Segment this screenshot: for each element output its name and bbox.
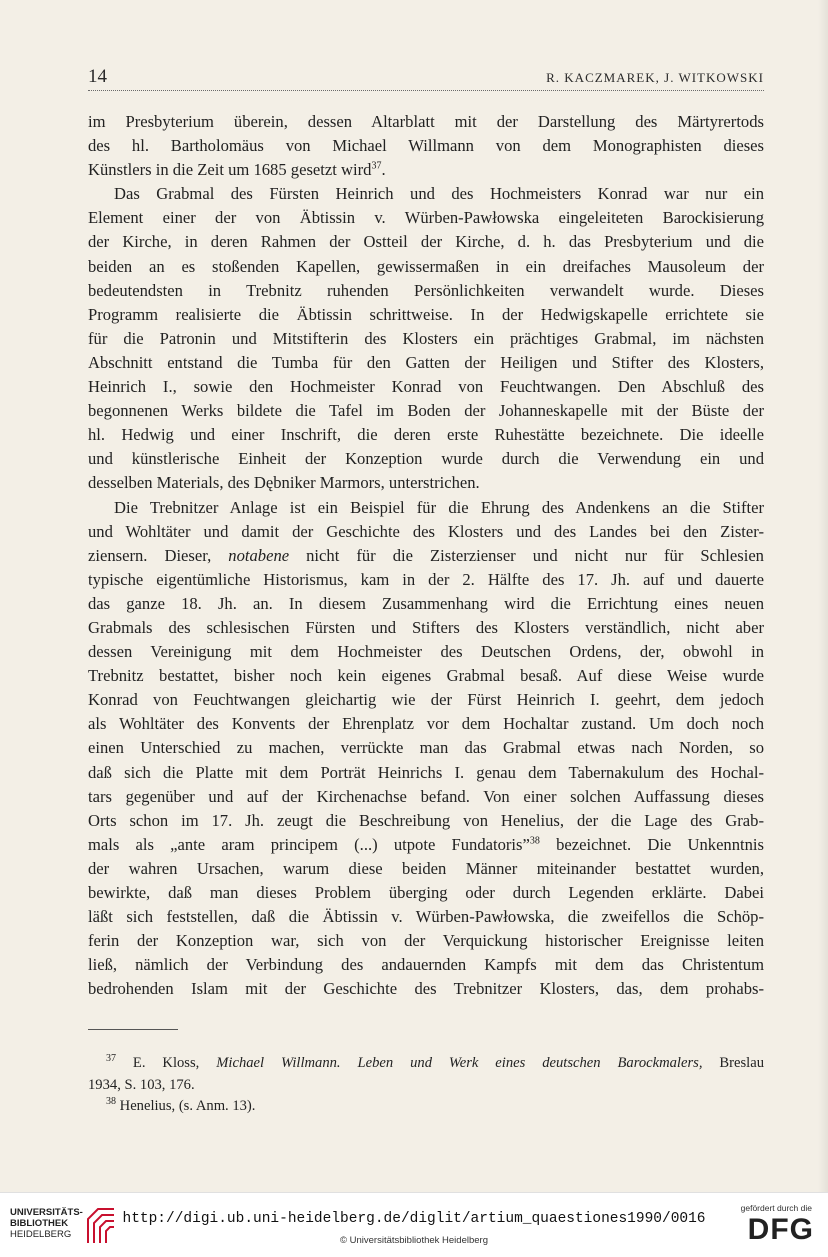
line-text: im Presbyterium überein, dessen Altarblatt mit der Darstellung des Märtyrertods (88, 112, 764, 131)
footnote (88, 1096, 764, 1118)
text-line (88, 182, 764, 206)
dfg-logo: DFG (747, 1213, 814, 1246)
line-text: ferin der Konzeption war, sich von der Verquickung historischer Ereignisse leiten (88, 931, 764, 951)
line-text: bewirkte, daß man dieses Problem überging oder durch Legenden erklärte. Dabei (88, 883, 764, 902)
line-text: Element einer der von Äbtissin v. Würben-Pawłowska eingeleiteten Barockisierung (88, 208, 764, 228)
line-text: der wahren Ursachen, warum diese beiden Männer miteinander bestattet wurden, (88, 858, 764, 878)
text-line (88, 761, 764, 785)
line-text: Orts schon im 17. Jh. zeugt die Beschreibung von Henelius, der die Lage des Grab- (88, 810, 764, 830)
line-text: Künstlers in die Zeit um 1685 gesetzt wird (88, 160, 372, 180)
line-text: beiden an es stoßenden Kapellen, gewissermaßen in ein dreifaches Mausoleum der (88, 256, 764, 276)
line-text: als Wohltäter des Konvents der Ehrenplatz vor dem Hochaltar zustand. Um doch noch (88, 714, 764, 734)
footnote-rule (88, 1029, 178, 1030)
text-line (88, 303, 764, 327)
text-line (88, 255, 764, 279)
text-line (88, 712, 764, 736)
library-name-line3: HEIDELBERG (10, 1229, 72, 1240)
text-line (88, 544, 764, 568)
funding-caption: gefördert durch die (740, 1203, 812, 1213)
text-line (88, 664, 764, 688)
text-line (88, 929, 764, 953)
line-italic: notabene (228, 545, 290, 565)
copyright-notice: © Universitätsbibliothek Heidelberg (340, 1235, 488, 1246)
text-line (88, 857, 764, 881)
line-text: tars gegenüber und auf der Kirchenachse befand. Von einer solchen Auffassung dieses (88, 786, 764, 806)
text-line (88, 134, 764, 158)
text-line (88, 399, 764, 423)
line-text: Das Grabmal des Fürsten Heinrich und des Hochmeisters Konrad war nur ein (114, 184, 764, 204)
text-line (88, 809, 764, 833)
text-line (88, 158, 764, 182)
footnote-text: 1934, S. 103, 176. (88, 1076, 195, 1093)
text-line (88, 977, 764, 1001)
line-text: Trebnitz bestattet, bisher noch kein eigenes Grabmal besaß. Auf diese Weise wurde (88, 666, 764, 686)
line-tail: nicht für die Zisterzienser und nicht nur für Schlesien (289, 545, 764, 565)
footnote-ref: 38 (529, 835, 540, 847)
line-text: begonnenen Werks bildete die Tafel im Boden der Johanneskapelle mit der Büste der (88, 401, 764, 421)
footnote-text: E. Kloss, (116, 1055, 217, 1071)
text-line (88, 496, 764, 520)
line-text: Grabmals des schlesischen Fürsten und Stifters des Klosters verständlich, nicht aber (88, 617, 764, 637)
permalink-url[interactable]: http://digi.ub.uni-heidelberg.de/diglit/artium_quaestiones1990/0016 (122, 1211, 706, 1227)
footnote (88, 1053, 764, 1075)
line-text: Abschnitt entstand die Tumba für den Gatten der Heiligen und Stifter des Klosters, (88, 352, 764, 372)
text-line (88, 881, 764, 905)
line-text: hl. Hedwig und einer Inschrift, die deren erste Ruhestätte bezeichnete. Die ideelle (88, 425, 764, 445)
line-text: bedeutendsten in Trebnitz ruhenden Persönlichkeiten verwandelt wurde. Dieses (88, 280, 764, 300)
text-line (88, 833, 764, 857)
line-text: und künstlerische Einheit der Konzeption wurde durch die Verwendung ein und (88, 449, 764, 469)
footnotes (88, 1053, 764, 1118)
line-text: mals als „ante aram principem (...) utpote Fundatoris” (88, 834, 530, 854)
footnote-number: 37 (106, 1053, 116, 1065)
line-text: Heinrich I., sowie den Hochmeister Konrad von Feuchtwangen. Den Abschluß des (88, 377, 764, 397)
text-line (88, 351, 764, 375)
text-line (88, 688, 764, 712)
viewer-footer (0, 1192, 828, 1257)
line-text: der Kirche, in deren Rahmen der Ostteil der Kirche, d. h. das Presbyterium und die (88, 232, 764, 252)
footnote-tail: Breslau (702, 1055, 764, 1071)
line-text: Programm realisierte die Äbtissin schrittweise. In der Hedwigskapelle errichtete sie (88, 304, 764, 324)
line-text: und Wohltäter und damit der Geschichte des Klosters und des Landes bei den Zister- (88, 521, 764, 541)
text-line (88, 447, 764, 471)
line-text: ziensern. Dieser, (88, 545, 229, 565)
line-text: Die Trebnitzer Anlage ist ein Beispiel für die Ehrung des Andenkens an die Stifter (114, 497, 764, 517)
line-text: das ganze 18. Jh. an. In diesem Zusammenhang wird die Errichtung eines neuen (88, 593, 764, 613)
line-text: daß sich die Platte mit dem Porträt Heinrichs I. genau dem Tabernakulum des Hochal- (88, 762, 764, 782)
footnote-text: Henelius, (s. Anm. 13). (116, 1098, 256, 1114)
text-line (88, 327, 764, 351)
line-text: ließ, nämlich der Verbindung des andauernden Kampfs mit dem das Christentum (88, 955, 764, 975)
page-edge (818, 0, 828, 1192)
text-line (88, 592, 764, 616)
line-text: für die Patronin und Mitstifterin des Klosters ein prächtiges Grabmal, im nächsten (88, 328, 764, 348)
text-line (88, 110, 764, 134)
text-line (88, 785, 764, 809)
line-text: läßt sich feststellen, daß die Äbtissin v. Würben-Pawłowska, die zweifellos die Schöp- (88, 907, 764, 927)
line-tail: . (381, 160, 386, 180)
page-header (88, 64, 764, 91)
text-line (88, 953, 764, 977)
text-line (88, 905, 764, 929)
footnote-ref: 37 (371, 160, 382, 172)
text-line (88, 616, 764, 640)
line-text: Konrad von Feuchtwangen gleichartig wie der Fürst Heinrich I. geehrt, dem jedoch (88, 690, 764, 710)
text-line (88, 736, 764, 760)
text-line (88, 206, 764, 230)
line-text: des hl. Bartholomäus von Michael Willmann von dem Monographisten dieses (88, 136, 764, 156)
line-text: dessen Vereinigung mit dem Hochmeister des Deutschen Ordens, der, obwohl in (88, 642, 764, 662)
text-line (88, 471, 764, 495)
footnote (88, 1075, 764, 1097)
line-text: desselben Materials, des Dębniker Marmors, unterstrichen. (88, 473, 480, 493)
text-line (88, 375, 764, 399)
page-number: 14 (88, 66, 107, 87)
line-text: typische eigentümliche Historismus, kam in der 2. Hälfte des 17. Jh. auf und dauerte (88, 569, 764, 589)
text-line (88, 230, 764, 254)
footnote-title: Michael Willmann. Leben und Werk eines deutschen Barockmalers, (216, 1055, 703, 1071)
body-text (88, 110, 764, 1001)
text-line (88, 568, 764, 592)
library-name-line2: BIBLIOTHEK (10, 1218, 69, 1229)
library-name-line1: UNIVERSITÄTS- (10, 1207, 83, 1218)
text-line (88, 423, 764, 447)
text-line (88, 279, 764, 303)
line-text: bedrohenden Islam mit der Geschichte des Trebnitzer Klosters, das, dem prohabs- (88, 979, 764, 999)
text-line (88, 640, 764, 664)
line-text: einen Unterschied zu machen, verrückte man das Grabmal etwas nach Norden, so (88, 738, 764, 758)
footnote-number: 38 (106, 1096, 116, 1108)
running-head: R. KACZMAREK, J. WITKOWSKI (546, 70, 764, 85)
text-line (88, 520, 764, 544)
line-tail: bezeichnet. Die Unkenntnis (539, 834, 764, 854)
